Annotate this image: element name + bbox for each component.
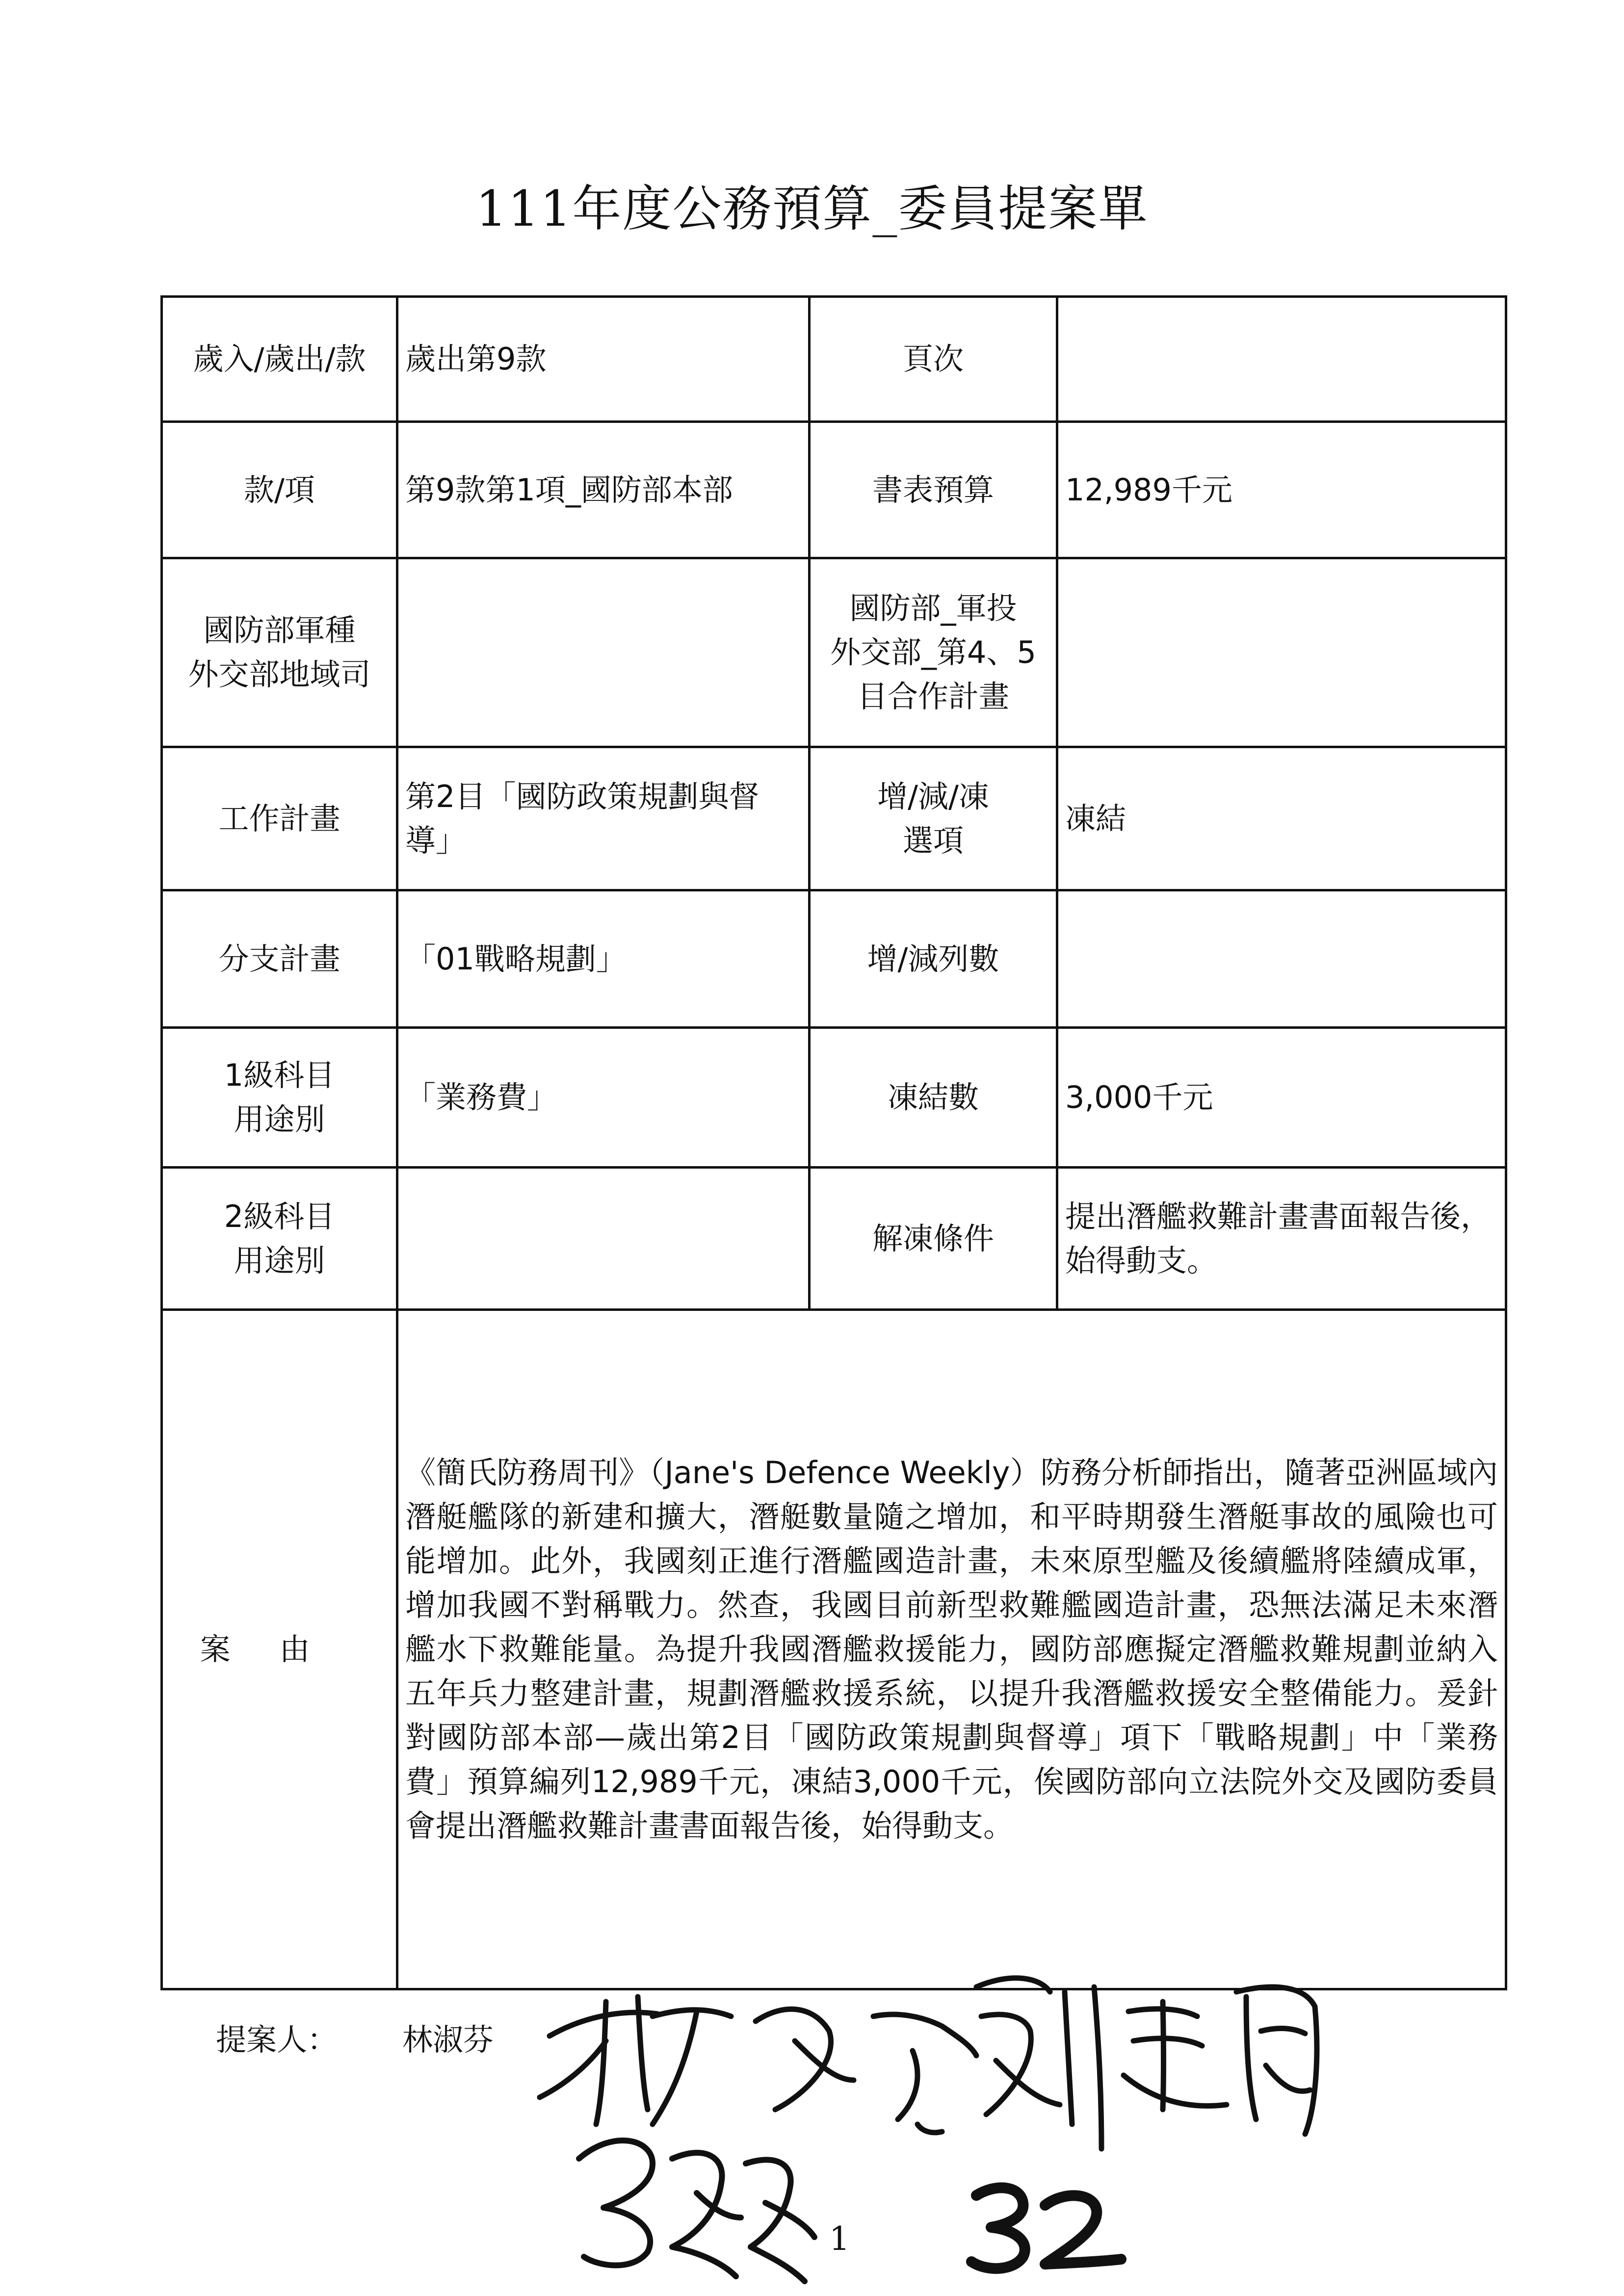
- handwritten-number-stroke: [1045, 2195, 1121, 2264]
- signature-stroke: [579, 2140, 653, 2266]
- signature-stroke: [596, 2002, 606, 2124]
- row-value-freeze-amount: 3,000千元: [1057, 1028, 1506, 1168]
- reason-label: 案由: [162, 1310, 397, 1989]
- row-value-branch-plan: 「01戰略規劃」: [397, 890, 810, 1028]
- signature-stroke: [981, 2014, 1031, 2114]
- row-value-section-item: 第9款第1項_國防部本部: [397, 422, 810, 558]
- signature-stroke: [1065, 1992, 1072, 2124]
- signature-stroke: [653, 2011, 697, 2124]
- row-label-work-plan: 工作計畫: [162, 747, 397, 890]
- signature-stroke: [653, 2010, 731, 2016]
- signature-stroke: [1094, 1987, 1101, 2149]
- signature-stroke: [765, 2203, 814, 2237]
- signature-stroke: [1266, 2065, 1310, 2091]
- row-label-action-option: 增/減/凍 選項: [810, 747, 1057, 890]
- signature-stroke: [1124, 2075, 1227, 2106]
- row-value-action-option: 凍結: [1057, 747, 1506, 890]
- signature-stroke: [1246, 1997, 1256, 2119]
- handwritten-number-stroke: [971, 2188, 1025, 2269]
- row-label-military-branch: 國防部軍種 外交部地域司: [162, 558, 397, 747]
- row-value-book-budget: 12,989千元: [1057, 422, 1506, 558]
- row-label-freeze-amount: 凍結數: [810, 1028, 1057, 1168]
- row-label-level1-subject: 1級科目 用途別: [162, 1028, 397, 1168]
- signature-stroke: [976, 1978, 1050, 1992]
- row-label-cooperation-plan: 國防部_軍投 外交部_第4、5 目合作計畫: [810, 558, 1057, 747]
- row-value-unfreeze-condition: 提出潛艦救難計畫書面報告後，始得動支。: [1057, 1168, 1506, 1310]
- signature-stroke: [898, 2051, 917, 2119]
- row-label-change-amount: 增/減列數: [810, 890, 1057, 1028]
- proposer-label: 提案人：: [216, 2022, 338, 2058]
- row-value-work-plan: 第2目「國防政策規劃與督導」: [397, 747, 810, 890]
- row-label-budget-type: 歲入/歲出/款: [162, 297, 397, 422]
- proposer-name: 林淑芬: [402, 2022, 494, 2058]
- row-label-level2-subject: 2級科目 用途別: [162, 1168, 397, 1310]
- row-value-level1-subject: 「業務費」: [397, 1028, 810, 1168]
- signature-stroke: [917, 2124, 942, 2133]
- signature-stroke: [1163, 2002, 1164, 2110]
- row-label-unfreeze-condition: 解凍條件: [810, 1168, 1057, 1310]
- signature-stroke: [1261, 2029, 1305, 2034]
- page-number: 1: [829, 2220, 850, 2258]
- signature-stroke: [756, 2009, 831, 2110]
- row-label-book-budget: 書表預算: [810, 422, 1057, 558]
- row-value-budget-type: 歲出第9款: [397, 297, 810, 422]
- document-title: 111年度公務預算_委員提案單: [475, 180, 1149, 237]
- row-label-branch-plan: 分支計畫: [162, 890, 397, 1028]
- signature-stroke: [540, 2041, 606, 2097]
- signature-stroke: [1133, 2038, 1202, 2046]
- reason-text: 《簡氏防務周刊》（Jane's Defence Weekly）防務分析師指出，隨著亞洲區域內潛艇艦隊的新建和擴大，潛艇數量隨之增加，和平時期發生潛艇事故的風險也可能增加。此外，我國刻正進行潛艦國造計畫，未來原型艦及後續艦將陸續成軍，增加我國不對稱戰力。然查，我國目前新型救難艦國造計畫，恐無法滿足未來潛艦水下救難能量。為提升我國潛艦救援能力，國防部應擬定潛艦救難規劃並納入五年兵力整建計畫，規劃潛艦救援系統，以提升我潛艦救援安全整備能力。爰針對國防部本部—歲出第2目「國防政策規劃與督導」項下「戰略規劃」中「業務費」預算編列12,989千元，凍結3,000千元，俟國防部向立法院外交及國防委員會提出潛艦救難計畫書面報告後，始得動支。: [397, 1310, 1506, 1989]
- signature-stroke: [873, 2014, 976, 2056]
- row-label-page: 頁次: [810, 297, 1057, 422]
- row-label-section-item: 款/項: [162, 422, 397, 558]
